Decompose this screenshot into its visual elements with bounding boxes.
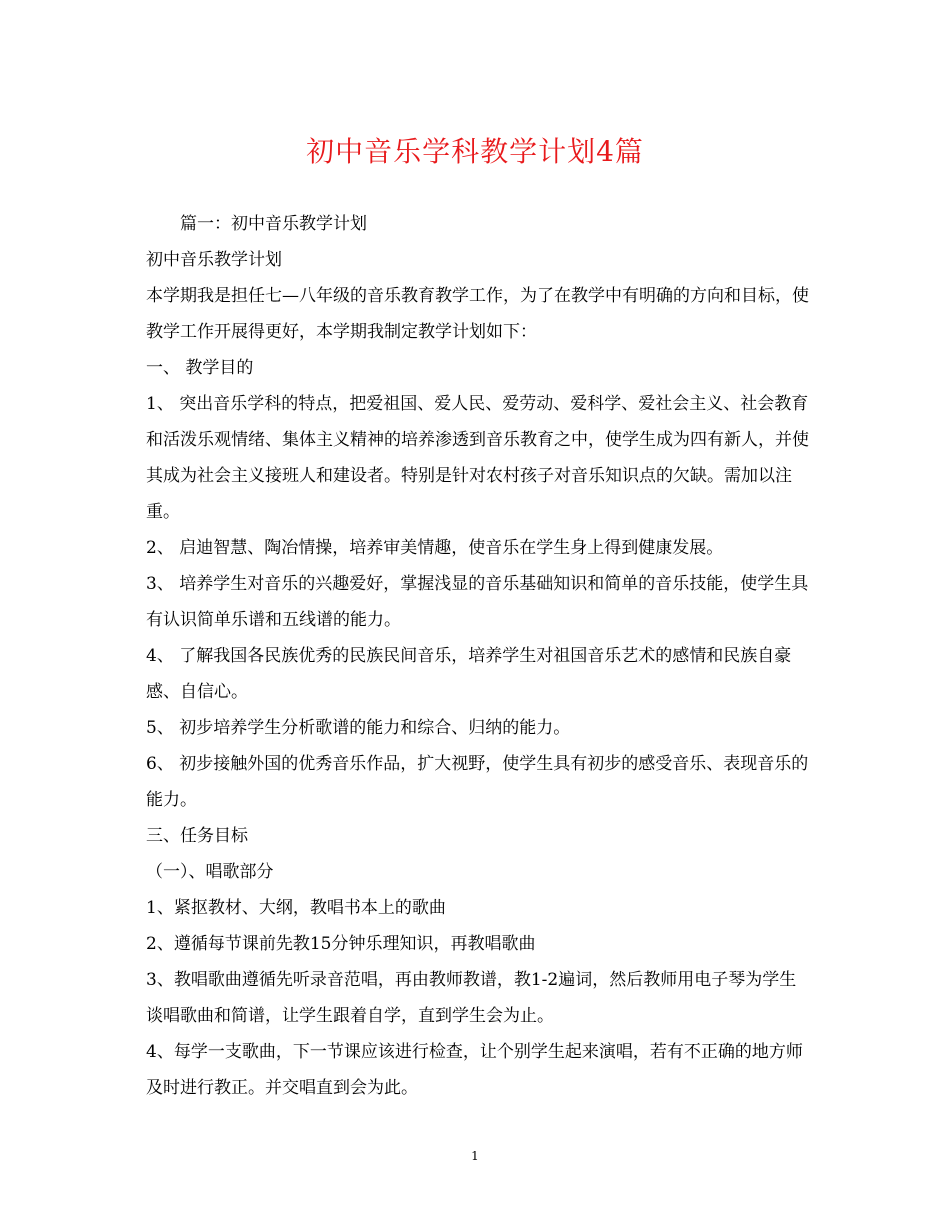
section-heading: 一、 教学目的: [146, 358, 254, 378]
list-item: 4、 了解我国各民族优秀的民族民间音乐，培养学生对祖国音乐艺术的感情和民族自豪感、自信心。: [146, 646, 792, 702]
list-item: 1、紧抠教材、大纲，教唱书本上的歌曲: [146, 898, 446, 918]
list-item: 3、 培养学生对音乐的兴趣爱好，掌握浅显的音乐基础知识和简单的音乐技能，使学生具有认识简单乐谱和五线谱的能力。: [146, 574, 809, 630]
paragraph: 本学期我是担任七—八年级的音乐教育教学工作，为了在教学中有明确的方向和目标，使教学工作开展得更好，本学期我制定教学计划如下：: [146, 286, 809, 342]
list-item: 5、 初步培养学生分析歌谱的能力和综合、归纳的能力。: [146, 718, 571, 738]
list-item: 1、 突出音乐学科的特点，把爱祖国、爱人民、爱劳动、爱科学、爱社会主义、社会教育和活泼乐观情绪、集体主义精神的培养渗透到音乐教育之中，使学生成为四有新人，并使其成为社会主义接班人和建设者。特别是针对农村孩子对音乐知识点的欠缺。需加以注重。: [146, 394, 809, 522]
list-item: 4、每学一支歌曲，下一节课应该进行检查，让个别学生起来演唱，若有不正确的地方师及时进行教正。并交唱直到会为此。: [146, 1042, 803, 1098]
document-body: [146, 206, 811, 1106]
list-item: 2、遵循每节课前先教15分钟乐理知识，再教唱歌曲: [146, 934, 536, 954]
section-heading: 三、任务目标: [146, 826, 248, 846]
subtitle: 初中音乐教学计划: [146, 250, 282, 270]
list-item: 6、 初步接触外国的优秀音乐作品，扩大视野，使学生具有初步的感受音乐、表现音乐的能力。: [146, 754, 809, 810]
document-title: 初中音乐学科教学计划4篇: [306, 135, 644, 168]
page-number: 1: [471, 1149, 479, 1163]
list-item: 2、 启迪智慧、陶冶情操，培养审美情趣，使音乐在学生身上得到健康发展。: [146, 538, 724, 558]
section-heading: 篇一：初中音乐教学计划: [180, 214, 367, 234]
subsection-heading: （一）、唱歌部分: [146, 862, 274, 882]
list-item: 3、教唱歌曲遵循先听录音范唱，再由教师教谱，教1-2遍词，然后教师用电子琴为学生谈唱歌曲和简谱，让学生跟着自学，直到学生会为止。: [146, 970, 797, 1026]
